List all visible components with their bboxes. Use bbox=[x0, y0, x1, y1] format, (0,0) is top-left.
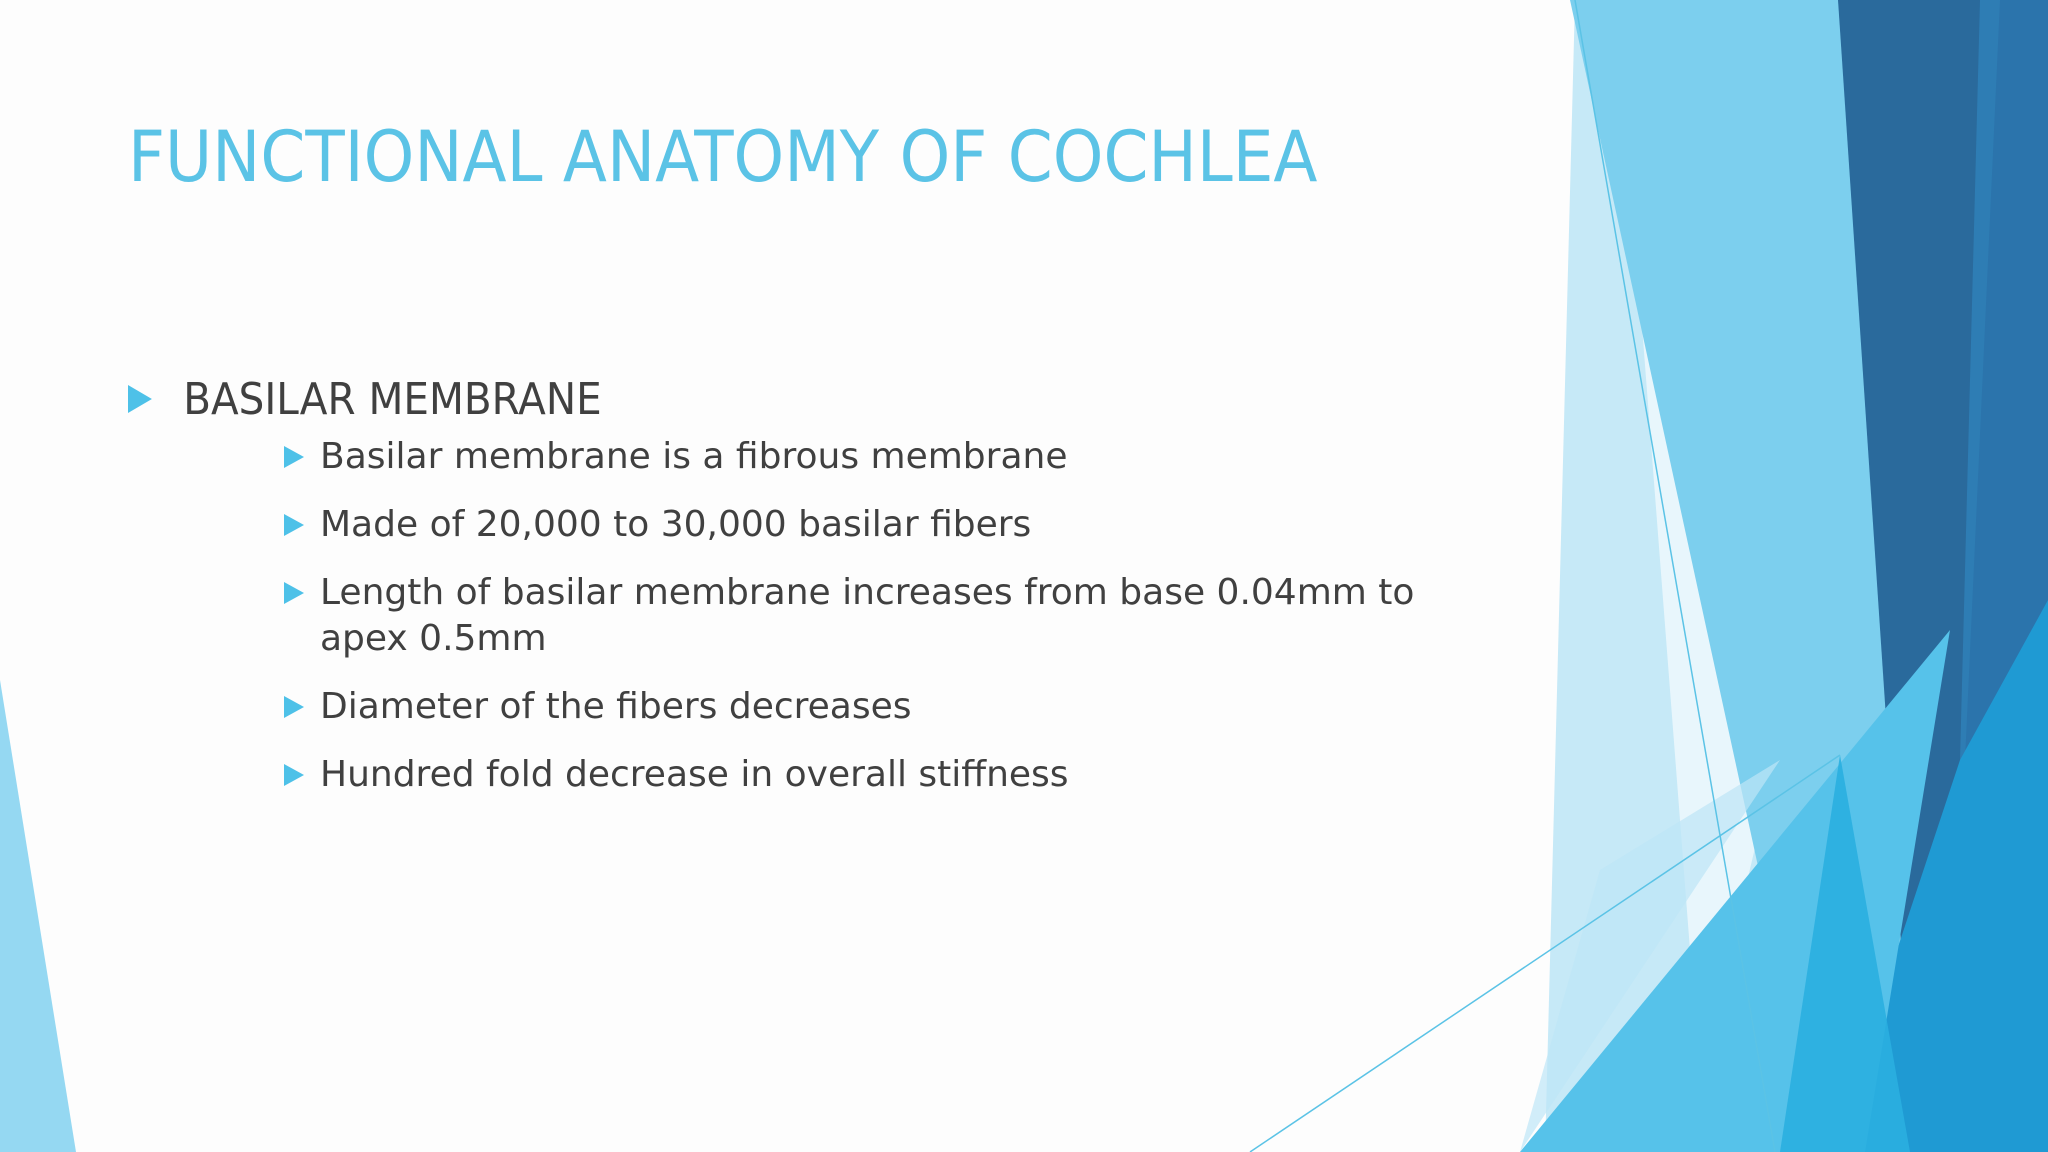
triangle-bullet-icon bbox=[128, 385, 152, 413]
sub-bullet-text: Hundred fold decrease in overall stiffness bbox=[320, 754, 1069, 795]
triangle-bullet-icon bbox=[284, 582, 304, 604]
sub-bullet bbox=[284, 502, 1460, 548]
triangle-bullet-icon bbox=[284, 696, 304, 718]
slide-body bbox=[128, 368, 1488, 820]
slide-title: FUNCTIONAL ANATOMY OF COCHLEA bbox=[128, 116, 1318, 198]
sub-bullet-text: Length of basilar membrane increases from base 0.04mm to apex 0.5mm bbox=[320, 572, 1415, 659]
sub-bullet-text: Made of 20,000 to 30,000 basilar fibers bbox=[320, 504, 1032, 545]
triangle-bullet-icon bbox=[284, 514, 304, 536]
sub-bullet bbox=[284, 570, 1460, 662]
triangle-bullet-icon bbox=[284, 764, 304, 786]
sub-bullet-list bbox=[128, 434, 1488, 798]
sub-bullet-text: Diameter of the fibers decreases bbox=[320, 686, 912, 727]
sub-bullet bbox=[284, 684, 1460, 730]
sub-bullet bbox=[284, 434, 1460, 480]
sub-bullet bbox=[284, 752, 1460, 798]
left-edge-shape bbox=[0, 680, 76, 1152]
sub-bullet-text: Basilar membrane is a fibrous membrane bbox=[320, 436, 1068, 477]
triangle-bullet-icon bbox=[284, 446, 304, 468]
main-bullet-text: BASILAR MEMBRANE bbox=[183, 374, 602, 425]
main-bullet bbox=[128, 368, 1379, 432]
